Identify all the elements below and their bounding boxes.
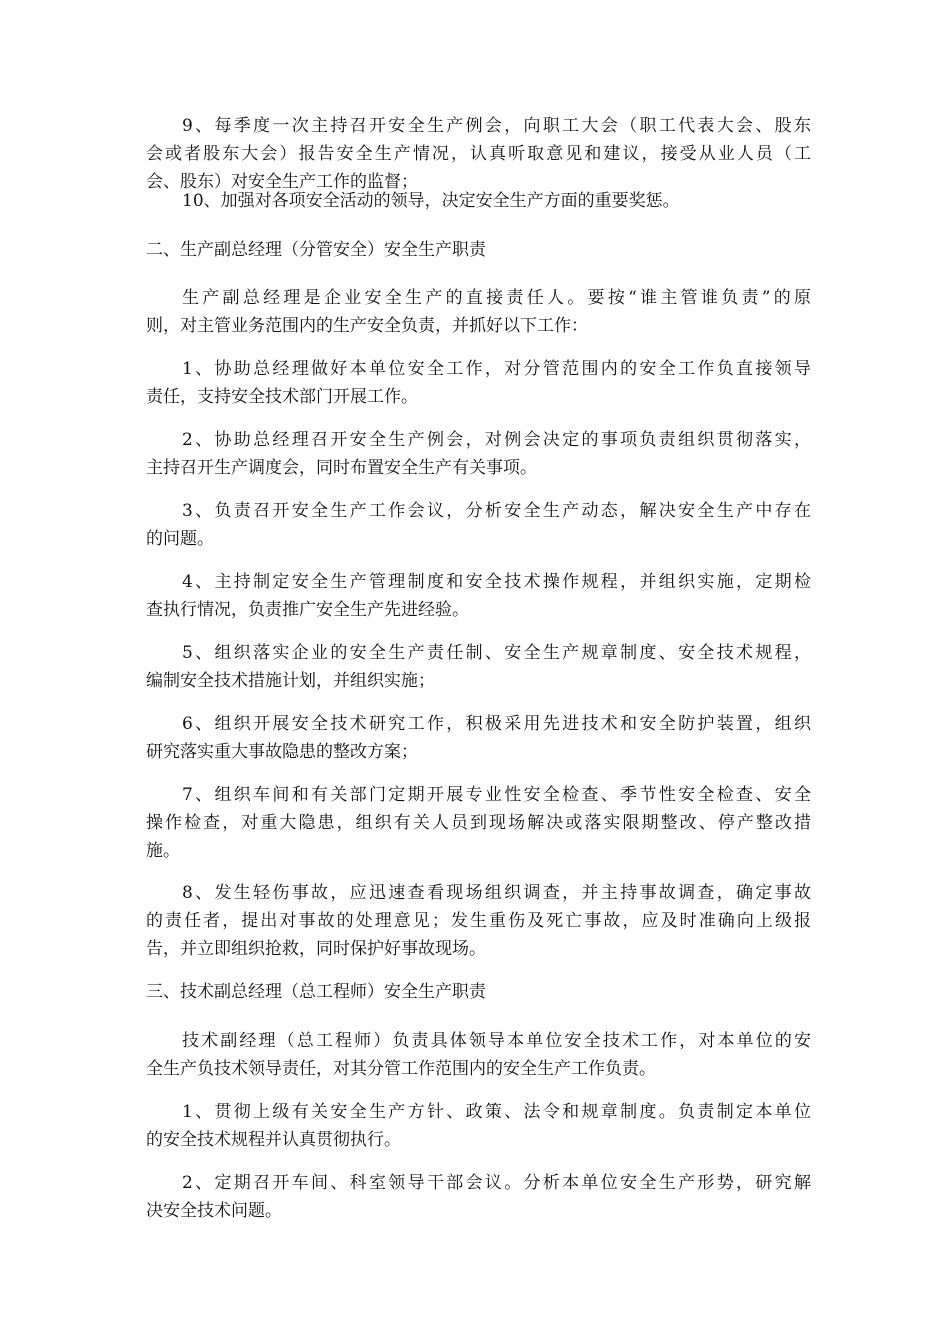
paragraph-3-1 — [146, 1098, 811, 1154]
section-heading-2 — [146, 236, 811, 264]
text-line: 9、每季度一次主持召开安全生产例会，向职工大会（职工代表大会、股东 — [182, 116, 811, 136]
paragraph-intro-3 — [146, 1027, 811, 1083]
text-line: 会或者股东大会）报告安全生产情况，认真听取意见和建议，接受从业人员（工 — [146, 144, 811, 164]
paragraph-2-8 — [146, 879, 811, 963]
text-line: 责任，支持安全技术部门开展工作。 — [146, 387, 418, 407]
paragraph-item-9 — [146, 112, 811, 196]
text-line: 编制安全技术措施计划，并组织实施； — [146, 671, 435, 691]
text-line: 则，对主管业务范围内的生产安全负责，并抓好以下工作： — [146, 316, 588, 336]
text-line: 7、组织车间和有关部门定期开展专业性安全检查、季节性安全检查、安全 — [182, 785, 811, 805]
text-line: 施。 — [146, 841, 180, 861]
heading-text: 二、生产副总经理（分管安全）安全生产职责 — [146, 240, 486, 260]
text-line: 决安全技术问题。 — [146, 1201, 282, 1221]
paragraph-2-3 — [146, 497, 811, 553]
text-line: 10、加强对各项安全活动的领导，决定安全生产方面的重要奖惩。 — [182, 191, 680, 211]
text-line: 4、主持制定安全生产管理制度和安全技术操作规程，并组织实施，定期检 — [182, 572, 811, 592]
text-line: 操作检查，对重大隐患，组织有关人员到现场解决或落实限期整改、停产整改措 — [146, 813, 811, 833]
text-line: 6、组织开展安全技术研究工作，积极采用先进技术和安全防护装置，组织 — [182, 714, 811, 734]
paragraph-3-2 — [146, 1169, 811, 1225]
paragraph-intro-2 — [146, 284, 811, 340]
paragraph-item-10 — [146, 187, 811, 215]
text-line: 生产副总经理是企业安全生产的直接责任人。要按“谁主管谁负责”的原 — [182, 288, 811, 308]
paragraph-2-5 — [146, 639, 811, 695]
text-line: 1、贯彻上级有关安全生产方针、政策、法令和规章制度。负责制定本单位 — [182, 1102, 811, 1122]
paragraph-2-1 — [146, 355, 811, 411]
text-line: 8、发生轻伤事故，应迅速查看现场组织调查，并主持事故调查，确定事故 — [182, 883, 811, 903]
paragraph-2-2 — [146, 426, 811, 482]
paragraph-2-4 — [146, 568, 811, 624]
text-line: 会、股东）对安全生产工作的监督； — [146, 172, 418, 192]
paragraph-2-6 — [146, 710, 811, 766]
text-line: 的安全技术规程并认真贯彻执行。 — [146, 1130, 401, 1150]
text-line: 告，并立即组织抢救，同时保护好事故现场。 — [146, 939, 486, 959]
text-line: 5、组织落实企业的安全生产责任制、安全生产规章制度、安全技术规程， — [182, 643, 811, 663]
paragraph-2-7 — [146, 781, 811, 865]
text-line: 查执行情况，负责推广安全生产先进经验。 — [146, 600, 469, 620]
text-line: 2、协助总经理召开安全生产例会，对例会决定的事项负责组织贯彻落实， — [182, 430, 811, 450]
text-line: 研究落实重大事故隐患的整改方案； — [146, 742, 418, 762]
heading-text: 三、技术副总经理（总工程师）安全生产职责 — [146, 982, 486, 1002]
text-line: 主持召开生产调度会，同时布置安全生产有关事项。 — [146, 458, 537, 478]
text-line: 的责任者，提出对事故的处理意见；发生重伤及死亡事故，应及时准确向上级报 — [146, 911, 811, 931]
text-line: 3、负责召开安全生产工作会议，分析安全生产动态，解决安全生产中存在 — [182, 501, 811, 521]
text-line: 技术副经理（总工程师）负责具体领导本单位安全技术工作，对本单位的安 — [182, 1031, 811, 1051]
text-line: 2、定期召开车间、科室领导干部会议。分析本单位安全生产形势，研究解 — [182, 1173, 811, 1193]
section-heading-3 — [146, 978, 811, 1006]
text-line: 全生产负技术领导责任，对其分管工作范围内的安全生产工作负责。 — [146, 1059, 656, 1079]
text-line: 1、协助总经理做好本单位安全工作，对分管范围内的安全工作负直接领导 — [182, 359, 811, 379]
text-line: 的问题。 — [146, 529, 214, 549]
